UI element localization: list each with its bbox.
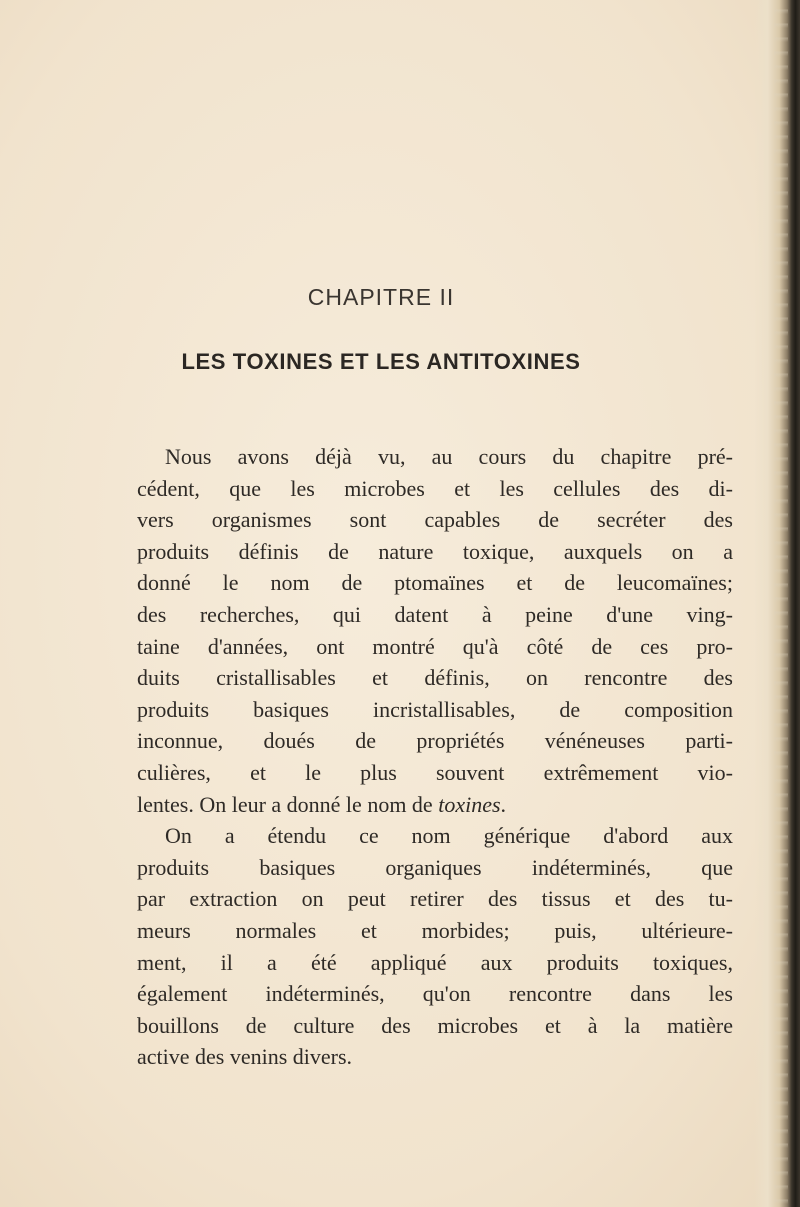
- body-text: [137, 441, 733, 1073]
- text-line-emphasis: [137, 789, 733, 821]
- text-line: duits cristallisables et définis, on rencontre des: [137, 665, 733, 691]
- text-line: inconnue, doués de propriétés vénéneuses parti-: [137, 728, 733, 754]
- text-line: culières, et le plus souvent extrêmement vio-: [137, 759, 733, 785]
- text-line: cédent, que les microbes et les cellules des di-: [137, 475, 733, 501]
- text-span: .: [500, 791, 507, 817]
- text-line: meurs normales et morbides; puis, ultérieure-: [137, 917, 733, 943]
- text-line: active des venins divers.: [137, 1044, 353, 1070]
- text-line: vers organismes sont capables de secréter des: [137, 507, 733, 533]
- text-line: taine d'années, ont montré qu'à côté de ces pro-: [137, 633, 733, 659]
- emphasized-term: toxines: [438, 791, 501, 817]
- text-line: produits définis de nature toxique, auxquels on a: [137, 538, 733, 564]
- text-line: donné le nom de ptomaïnes et de leucomaïnes;: [137, 570, 733, 596]
- text-line: par extraction on peut retirer des tissus et des tu-: [137, 886, 733, 912]
- page-edge-texture: [774, 0, 788, 1207]
- text-line: produits basiques organiques indéterminés, que: [137, 854, 733, 880]
- text-line: Nous avons déjà vu, au cours du chapitre pré-: [165, 444, 733, 469]
- text-line: ment, il a été appliqué aux produits toxiques,: [137, 949, 733, 975]
- text-line: produits basiques incristallisables, de composition: [137, 696, 733, 722]
- text-line: également indéterminés, qu'on rencontre dans les: [137, 981, 733, 1007]
- text-span: lentes. On leur a donné le nom de: [137, 791, 439, 817]
- text-line: bouillons de culture des microbes et à la matière: [137, 1012, 733, 1038]
- chapter-label: CHAPITRE II: [307, 284, 455, 310]
- text-line: des recherches, qui datent à peine d'une ving-: [137, 601, 733, 627]
- text-line: On a étendu ce nom générique d'abord aux: [165, 823, 733, 849]
- chapter-title: LES TOXINES ET LES ANTITOXINES: [181, 349, 581, 374]
